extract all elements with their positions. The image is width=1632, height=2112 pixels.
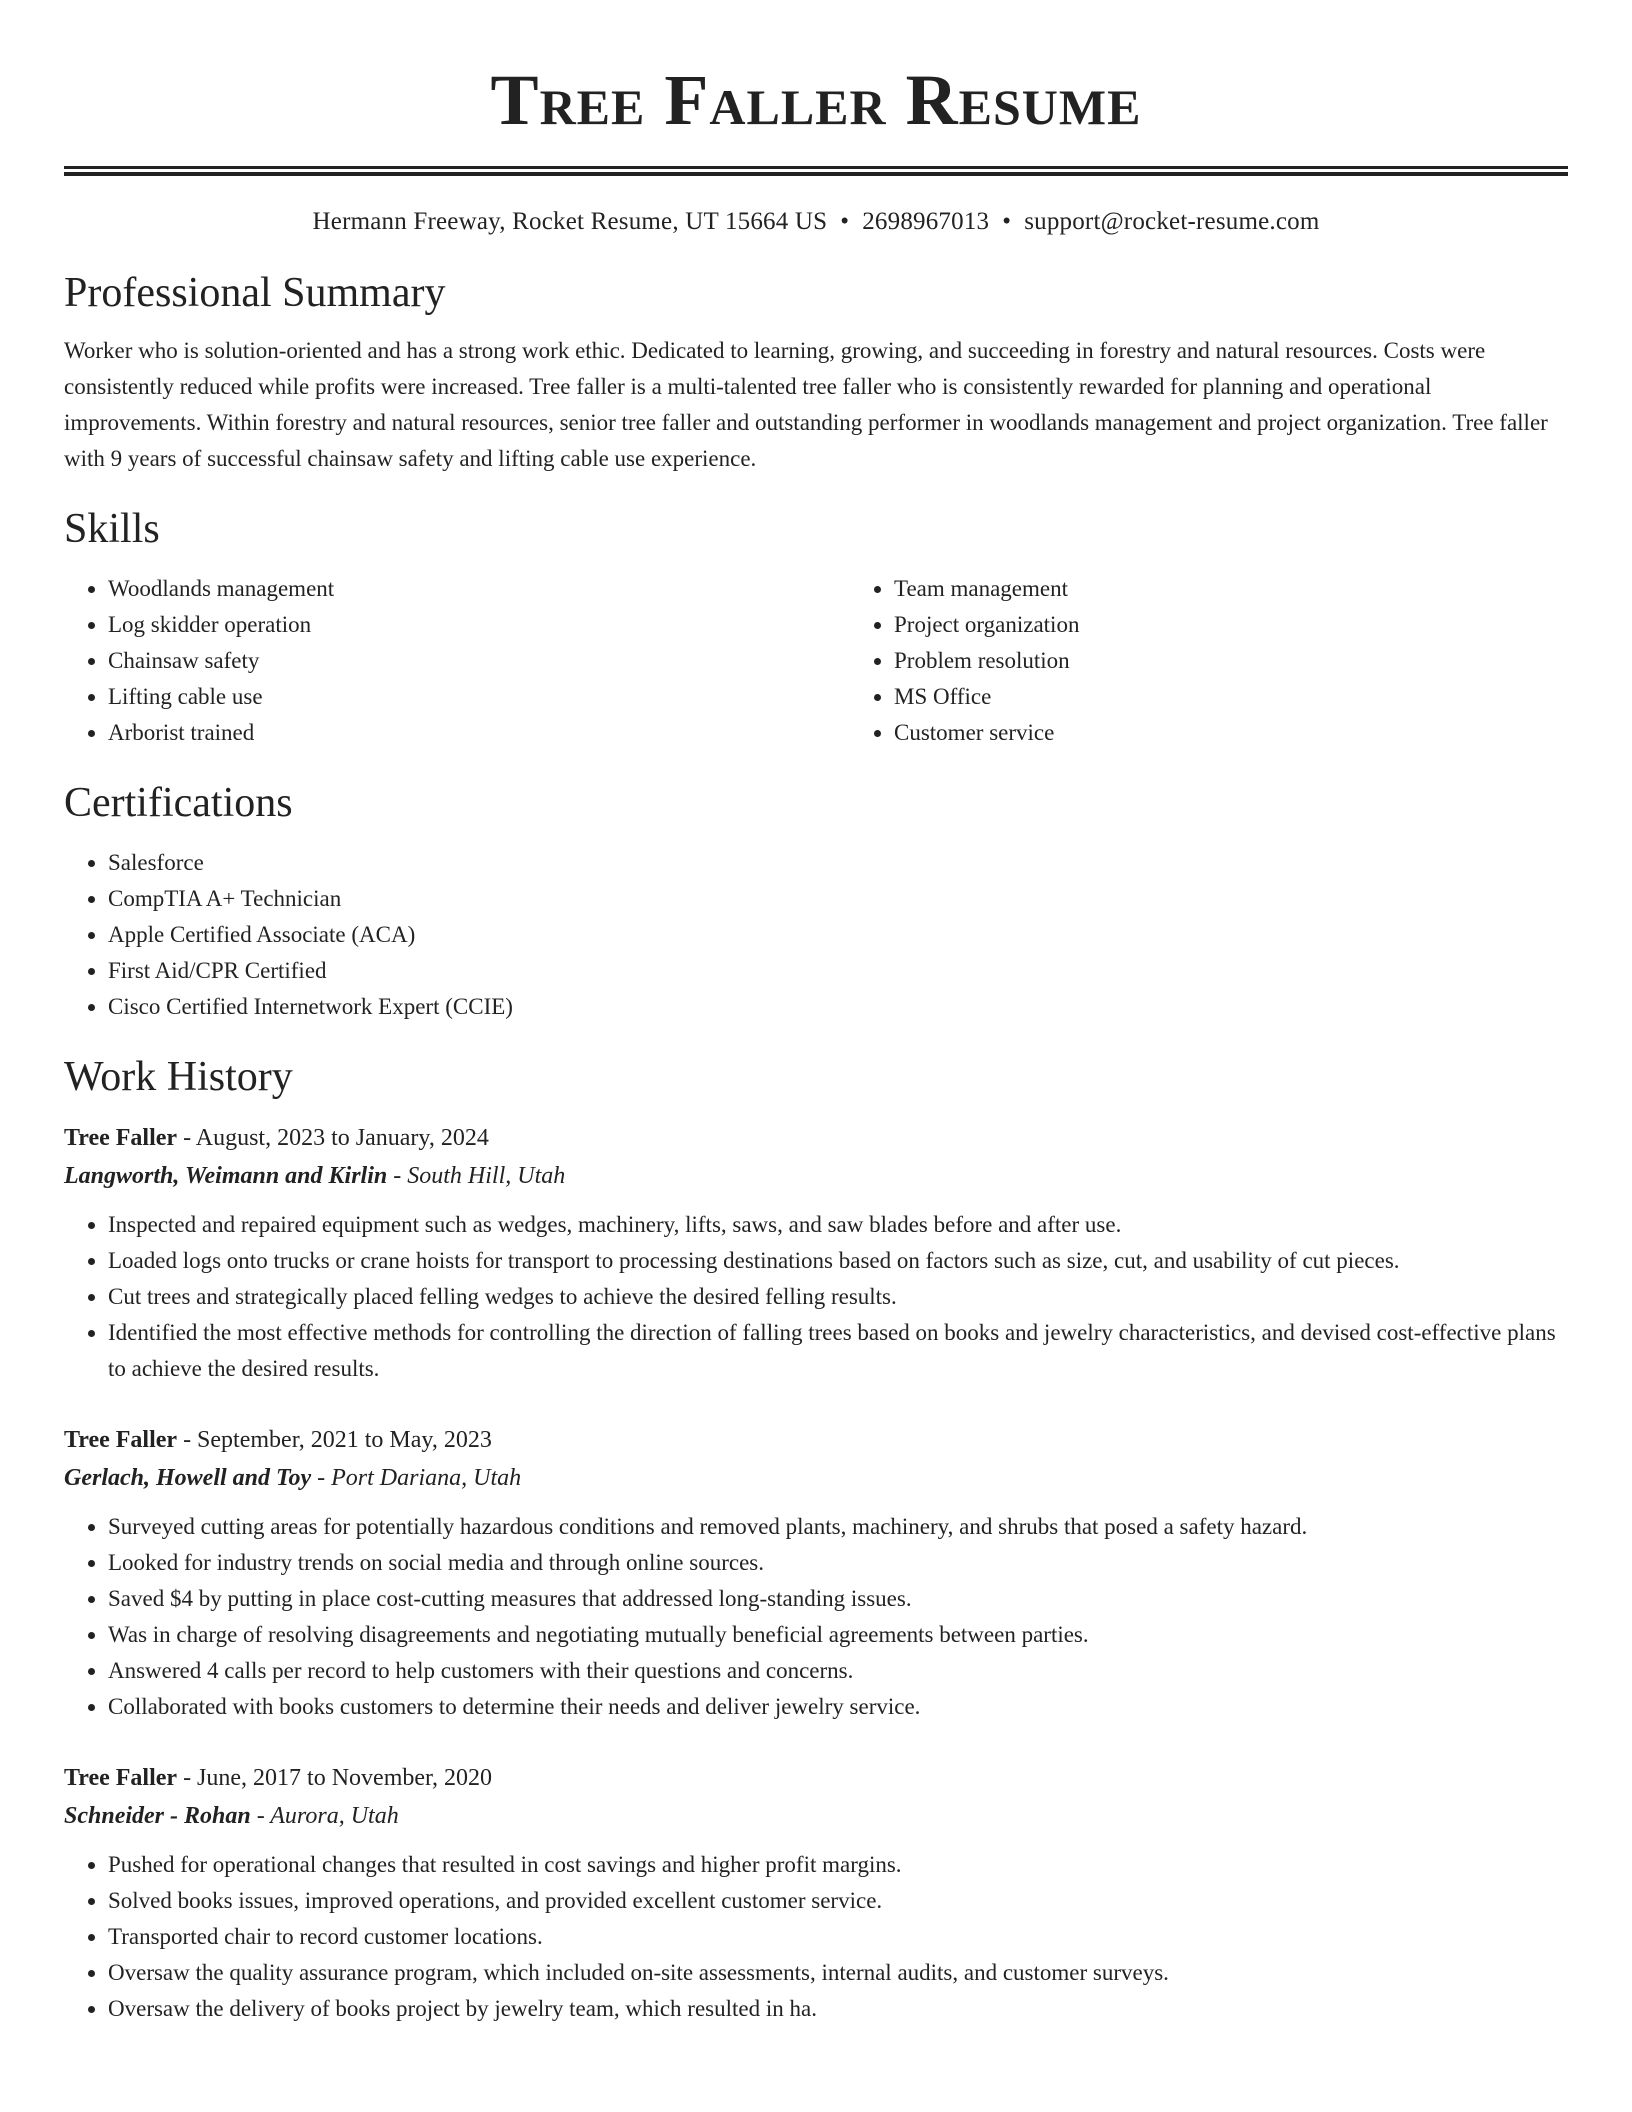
title-divider xyxy=(64,166,1568,176)
skill-item: • Chainsaw safety xyxy=(108,643,850,679)
job-bullet: • Transported chair to record customer locations. xyxy=(108,1919,1568,1955)
certifications-list xyxy=(64,845,1568,1025)
job-bullet: • Identified the most effective methods for controlling the direction of falling trees based on books and jewelry characteristics, and devised cost-effective plans to achieve the desired results. xyxy=(108,1315,1568,1387)
job-bullet: • Oversaw the quality assurance program, which included on-site assessments, internal audits, and customer surveys. xyxy=(108,1955,1568,1991)
job-bullet: • Was in charge of resolving disagreements and negotiating mutually beneficial agreements between parties. xyxy=(108,1617,1568,1653)
skills-list-right xyxy=(850,571,1568,751)
certification-item: • First Aid/CPR Certified xyxy=(108,953,1568,989)
summary-text: Worker who is solution-oriented and has a strong work ethic. Dedicated to learning, growing, and succeeding in forestry and natural resources. Costs were consistently reduced while profits were increased. Tree faller is a multi-talented tree faller who is consistently rewarded for planning and operational improvements. Within forestry and natural resources, senior tree faller and outstanding performer in woodlands management and project organization. Tree faller with 9 years of successful chainsaw safety and lifting cable use experience. xyxy=(64,338,1548,471)
skill-item: • Lifting cable use xyxy=(108,679,850,715)
skill-item: • MS Office xyxy=(894,679,1568,715)
skill-item: • Customer service xyxy=(894,715,1568,751)
company-location: - Aurora, Utah xyxy=(250,1803,399,1829)
job-bullets xyxy=(64,1207,1568,1387)
skills-columns xyxy=(64,571,1568,751)
job-bullets xyxy=(64,1509,1568,1725)
work-history-heading: Work History xyxy=(64,1054,293,1100)
company-name: Langworth, Weimann and Kirlin xyxy=(64,1163,388,1189)
company-name: Gerlach, Howell and Toy xyxy=(64,1465,312,1491)
job-entry xyxy=(64,1421,1568,1725)
skill-item: • Problem resolution xyxy=(894,643,1568,679)
skill-item: • Woodlands management xyxy=(108,571,850,607)
skill-item: • Arborist trained xyxy=(108,715,850,751)
contact-email: support@rocket-resume.com xyxy=(1024,208,1320,235)
job-bullet: • Collaborated with books customers to determine their needs and deliver jewelry service. xyxy=(108,1689,1568,1725)
certifications-heading: Certifications xyxy=(64,780,293,826)
job-dates: - September, 2021 to May, 2023 xyxy=(177,1427,492,1453)
resume-title: Tree Faller Resume xyxy=(490,60,1142,140)
job-entry xyxy=(64,1759,1568,2027)
company-line xyxy=(64,1459,1568,1497)
company-line xyxy=(64,1797,1568,1835)
skills-list-left xyxy=(64,571,850,751)
company-location: - Port Dariana, Utah xyxy=(311,1465,522,1491)
skill-item: • Team management xyxy=(894,571,1568,607)
certification-item: • CompTIA A+ Technician xyxy=(108,881,1568,917)
certification-item: • Cisco Certified Internetwork Expert (CCIE) xyxy=(108,989,1568,1025)
job-bullet: • Inspected and repaired equipment such as wedges, machinery, lifts, saws, and saw blades before and after use. xyxy=(108,1207,1568,1243)
job-bullet: • Cut trees and strategically placed felling wedges to achieve the desired felling results. xyxy=(108,1279,1568,1315)
job-bullet: • Oversaw the delivery of books project by jewelry team, which resulted in ha. xyxy=(108,1991,1568,2027)
job-title: Tree Faller xyxy=(64,1125,178,1151)
contact-separator: • xyxy=(1002,208,1012,235)
skill-item: • Log skidder operation xyxy=(108,607,850,643)
company-line xyxy=(64,1157,1568,1195)
job-bullet: • Loaded logs onto trucks or crane hoists for transport to processing destinations based on factors such as size, cut, and usability of cut pieces. xyxy=(108,1243,1568,1279)
job-title: Tree Faller xyxy=(64,1765,178,1791)
job-title-line xyxy=(64,1759,1568,1797)
certification-item: • Salesforce xyxy=(108,845,1568,881)
job-bullet: • Answered 4 calls per record to help customers with their questions and concerns. xyxy=(108,1653,1568,1689)
job-bullet: • Looked for industry trends on social media and through online sources. xyxy=(108,1545,1568,1581)
job-title-line xyxy=(64,1421,1568,1459)
company-location: - South Hill, Utah xyxy=(387,1163,566,1189)
skill-item: • Project organization xyxy=(894,607,1568,643)
job-bullet: • Solved books issues, improved operations, and provided excellent customer service. xyxy=(108,1883,1568,1919)
job-dates: - June, 2017 to November, 2020 xyxy=(177,1765,493,1791)
job-title: Tree Faller xyxy=(64,1427,178,1453)
job-bullet: • Saved $4 by putting in place cost-cutting measures that addressed long-standing issues. xyxy=(108,1581,1568,1617)
company-name: Schneider - Rohan xyxy=(64,1803,251,1829)
contact-line xyxy=(64,207,1568,237)
certification-item: • Apple Certified Associate (ACA) xyxy=(108,917,1568,953)
contact-address: Hermann Freeway, Rocket Resume, UT 15664 US xyxy=(312,208,828,235)
job-bullets xyxy=(64,1847,1568,2027)
job-title-line xyxy=(64,1119,1568,1157)
skills-heading: Skills xyxy=(64,506,160,552)
job-bullet: • Pushed for operational changes that resulted in cost savings and higher profit margins. xyxy=(108,1847,1568,1883)
contact-phone: 2698967013 xyxy=(862,208,990,235)
contact-separator: • xyxy=(840,208,850,235)
summary-heading: Professional Summary xyxy=(64,270,446,316)
job-entry xyxy=(64,1119,1568,1387)
job-bullet: • Surveyed cutting areas for potentially hazardous conditions and removed plants, machinery, and shrubs that posed a safety hazard. xyxy=(108,1509,1568,1545)
job-dates: - August, 2023 to January, 2024 xyxy=(177,1125,489,1151)
